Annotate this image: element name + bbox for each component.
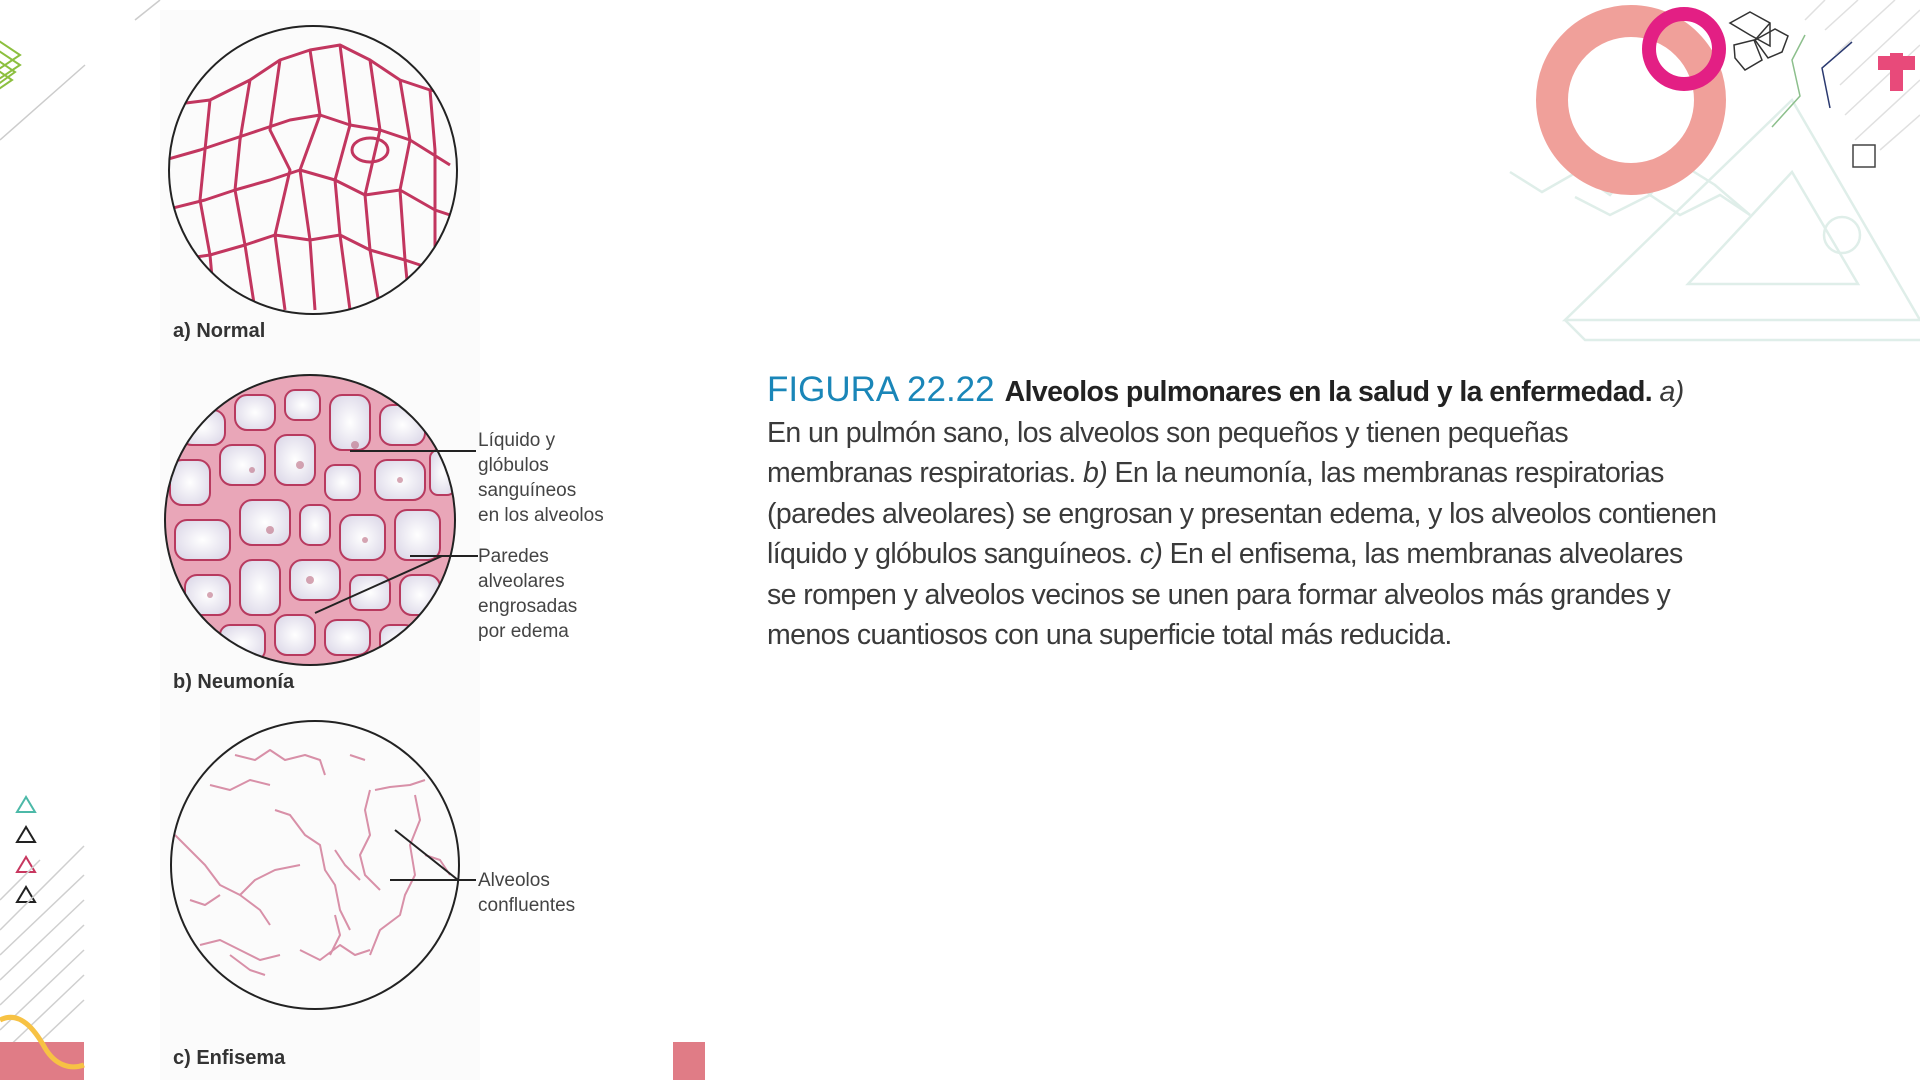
plus-icon xyxy=(1878,53,1915,91)
square-outline-icon xyxy=(1853,145,1875,167)
callout-confluent-alveoli xyxy=(478,868,575,918)
ring-large-icon xyxy=(1552,21,1710,179)
callout-line: en los alveolos xyxy=(478,505,604,526)
caption-text-c: En el enfisema, las membranas alveolares se rompen y alveolos vecinos se unen para formar alveolos más grandes y menos cuantiosos con una superficie total más reducida. xyxy=(767,538,1683,651)
callout-line: Alveolos xyxy=(478,870,550,891)
figure-number: FIGURA 22.22 xyxy=(767,370,995,409)
callout-line: Líquido y xyxy=(478,430,556,451)
figure-caption xyxy=(767,370,1717,656)
panel-c-label: c) Enfisema xyxy=(173,1047,286,1069)
caption-text-b: En la neumonía, las membranas respiratorias (paredes alveolares) se engrosan y presentan edema, y los alveolos contienen líquido y glóbulos sanguíneos. xyxy=(767,457,1717,570)
callout-line: por edema xyxy=(478,621,569,642)
callout-line: sanguíneos xyxy=(478,480,577,501)
alveoli-emphysema-illustration xyxy=(160,715,620,1015)
callout-thickened-walls xyxy=(478,544,577,644)
rose-square-marker xyxy=(673,1042,705,1080)
callout-fluid-blood-cells xyxy=(478,428,604,528)
callout-line: engrosadas xyxy=(478,596,578,617)
alveoli-normal-illustration xyxy=(160,20,480,320)
panel-a-label: a) Normal xyxy=(173,320,266,342)
caption-text-a: En un pulmón sano, los alveolos son pequeños y tienen pequeñas membranas respiratorias. xyxy=(767,416,1568,489)
callout-line: Paredes xyxy=(478,546,549,567)
callout-line: glóbulos xyxy=(478,455,549,476)
triangle-markers-icon xyxy=(0,780,90,1080)
callout-line: alveolares xyxy=(478,571,565,592)
caption-marker-c: c) xyxy=(1139,538,1163,570)
caption-marker-a: a) xyxy=(1659,376,1684,408)
cube-cluster-icon xyxy=(1730,12,1788,70)
caption-marker-b: b) xyxy=(1083,457,1108,489)
figure-title: Alveolos pulmonares en la salud y la enfermedad. xyxy=(1004,376,1653,408)
decor-cluster xyxy=(1480,0,1920,360)
callout-line: confluentes xyxy=(478,895,576,916)
panel-b-label: b) Neumonía xyxy=(173,671,295,693)
